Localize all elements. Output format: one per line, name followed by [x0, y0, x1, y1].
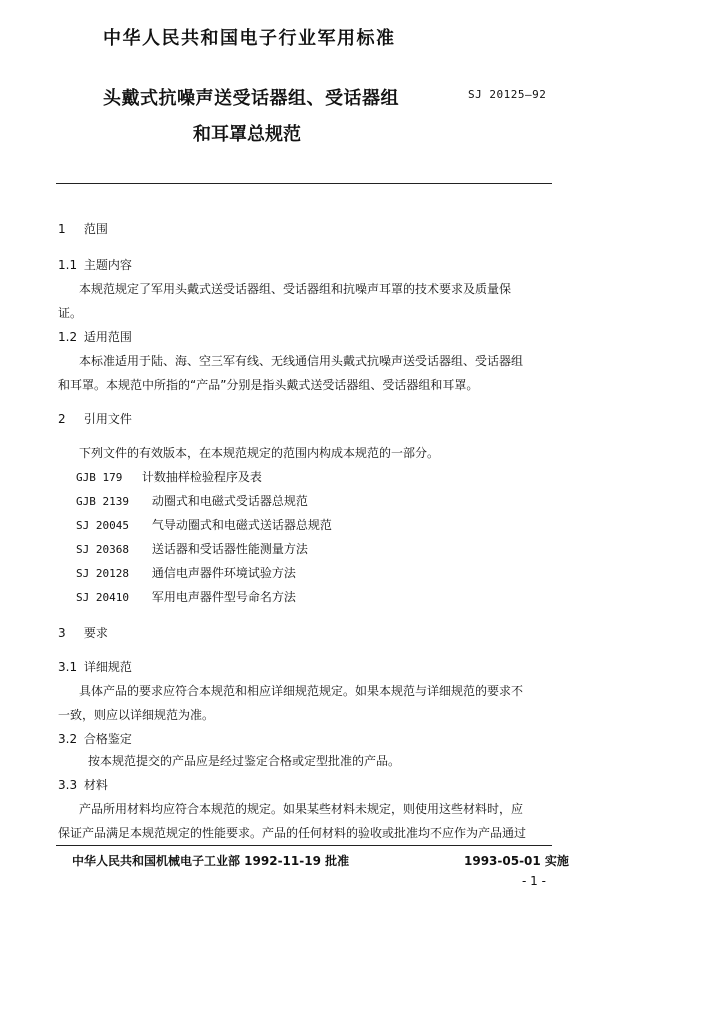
paragraph-line: 产品所用材料均应符合本规范的规定。如果某些材料未规定，则使用这些材料时，应	[79, 802, 524, 816]
section-3-1-heading	[58, 658, 132, 675]
section-number: 3.1	[58, 660, 78, 674]
reference-name: 计数抽样检验程序及表	[141, 470, 262, 484]
reference-item	[76, 588, 296, 605]
approval-text: 中华人民共和国机械电子工业部 1992-11-19 批准	[72, 854, 350, 868]
reference-item	[76, 468, 262, 485]
section-number: 1.1	[58, 258, 78, 272]
section-title: 详细规范	[83, 660, 132, 674]
section-title: 材料	[83, 778, 108, 792]
reference-item	[76, 564, 296, 581]
reference-name: 通信电声器件环境试验方法	[151, 566, 296, 580]
section-number: 2	[58, 412, 66, 426]
reference-name: 气导动圈式和电磁式送话器总规范	[151, 518, 332, 532]
section-title: 引用文件	[83, 412, 132, 426]
reference-name: 动圈式和电磁式受话器总规范	[151, 494, 308, 508]
section-title: 适用范围	[83, 330, 132, 344]
paragraph-line: 本规范规定了军用头戴式送受话器组、受话器组和抗噪声耳罩的技术要求及质量保	[79, 282, 512, 296]
page-number: - 1 -	[522, 874, 546, 888]
reference-code: SJ 20410	[76, 591, 129, 604]
paragraph-line: 证。	[58, 306, 83, 320]
reference-item	[76, 492, 308, 509]
section-2-heading	[58, 410, 132, 427]
paragraph-line: 下列文件的有效版本，在本规范规定的范围内构成本规范的一部分。	[79, 446, 440, 460]
section-title: 合格鉴定	[83, 732, 132, 746]
section-3-heading	[58, 624, 108, 641]
reference-code: SJ 20128	[76, 567, 129, 580]
paragraph-line: 本标准适用于陆、海、空三军有线、无线通信用头戴式抗噪声送受话器组、受话器组	[79, 354, 524, 368]
reference-item	[76, 540, 308, 557]
section-title: 范围	[83, 222, 108, 236]
section-3-3-heading	[58, 776, 108, 793]
section-number: 3.2	[58, 732, 78, 746]
section-number: 3	[58, 626, 66, 640]
paragraph-line: 和耳罩。本规范中所指的“产品”分别是指头戴式送受话器组、受话器组和耳罩。	[58, 378, 479, 392]
paragraph-line: 一致，则应以详细规范为准。	[58, 708, 215, 722]
paragraph-line: 按本规范提交的产品应是经过鉴定合格或定型批准的产品。	[88, 754, 401, 768]
reference-name: 送话器和受话器性能测量方法	[151, 542, 308, 556]
effective-date: 1993-05-01 实施	[464, 854, 569, 868]
section-1-1-heading	[58, 256, 132, 273]
reference-code: GJB 179	[76, 471, 123, 484]
section-number: 3.3	[58, 778, 78, 792]
section-title: 要求	[83, 626, 108, 640]
paragraph-line: 保证产品满足本规范规定的性能要求。产品的任何材料的验收或批准均不应作为产品通过	[58, 826, 527, 840]
doc-title-line1: 头戴式抗噪声送受话器组、受话器组	[103, 88, 399, 109]
section-1-2-heading	[58, 328, 132, 345]
reference-code: SJ 20368	[76, 543, 129, 556]
section-number: 1.2	[58, 330, 78, 344]
header-rule	[56, 183, 552, 184]
standard-number: SJ 20125—92	[468, 88, 547, 101]
reference-code: SJ 20045	[76, 519, 129, 532]
reference-name: 军用电声器件型号命名方法	[151, 590, 296, 604]
org-title: 中华人民共和国电子行业军用标准	[103, 28, 396, 49]
paragraph-line: 具体产品的要求应符合本规范和相应详细规范规定。如果本规范与详细规范的要求不	[79, 684, 524, 698]
section-3-2-heading	[58, 730, 132, 747]
reference-code: GJB 2139	[76, 495, 129, 508]
doc-title-line2: 和耳罩总规范	[193, 124, 301, 145]
section-1-heading	[58, 220, 108, 237]
section-title: 主题内容	[83, 258, 132, 272]
section-number: 1	[58, 222, 66, 236]
footer-rule	[56, 845, 552, 846]
reference-item	[76, 516, 332, 533]
